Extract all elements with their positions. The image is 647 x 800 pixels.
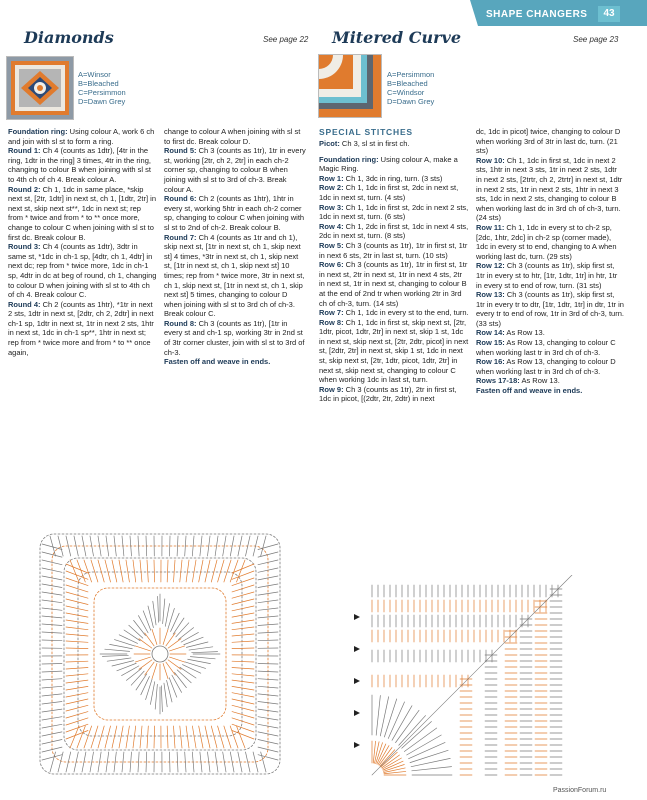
chart-stitch-mark xyxy=(186,726,189,748)
chart-stitch-mark xyxy=(119,560,123,582)
chart-direction-arrow xyxy=(354,742,360,748)
chart-direction-arrow xyxy=(354,646,360,652)
chart-stitch-mark xyxy=(224,560,231,582)
chart-stitch-mark xyxy=(77,560,85,582)
section-header-title: SHAPE CHANGERS xyxy=(486,9,588,20)
instruction-paragraph: Round 1: Ch 4 (counts as 1dtr), [4tr in the ring, 1dtr in the ring] 3 times, 4tr in the ring, changing to colour B when joining with sl st to 4th ch of ch 4. Break colour A. xyxy=(8,146,151,184)
legend-entry: A=Winsor xyxy=(78,70,111,79)
chart-stitch-mark xyxy=(230,726,238,748)
chart-stitch-mark xyxy=(261,536,266,556)
instruction-paragraph: Foundation ring: Using colour A, work 6 ch and join with sl st to form a ring. xyxy=(8,127,155,146)
chart-stitch-mark xyxy=(170,536,171,556)
chart-stitch-mark xyxy=(66,718,88,725)
chart-stitch-mark xyxy=(107,658,131,661)
instruction-paragraph: Row 7: Ch 1, 1dc in every st to the end, turn. xyxy=(319,308,469,318)
chart-stitch-mark xyxy=(180,560,182,582)
mitered-see-page: See page 23 xyxy=(573,35,619,44)
chart-stitch-mark xyxy=(170,646,185,651)
legend-entry: D=Dawn Grey xyxy=(78,97,126,106)
chart-stitch-mark xyxy=(154,726,155,748)
chart-stitch-mark xyxy=(110,644,133,648)
instruction-paragraph: Row 4: Ch 1, 2dc in first st, 1dc in next 4 sts, 2dc in next st, turn. (8 sts) xyxy=(319,221,469,241)
legend-entry: A=Persimmon xyxy=(387,70,435,79)
chart-stitch-mark xyxy=(136,674,147,690)
chart-stitch-mark xyxy=(177,752,178,772)
chart-stitch-mark xyxy=(258,544,278,550)
chart-stitch-mark xyxy=(84,560,92,582)
instruction-paragraph: Row 12: Ch 3 (counts as 1tr), skip first st, 1tr in every st to htr, [1tr, 1dtr, 1tr] in htr, 1tr in every st to end of row, turn. (31 sts) xyxy=(476,261,618,290)
instruction-paragraph: Row 11: Ch 1, 1dc in every st to ch-2 sp, [2dc, 1htr, 2dc] in ch-2 sp (corner made), 1dc in every st to end, changing to A when working last dc, turn. (29 sts) xyxy=(476,222,617,261)
chart-stitch-mark xyxy=(232,571,254,579)
chart-stitch-mark xyxy=(129,625,143,638)
chart-stitch-mark xyxy=(66,661,88,662)
chart-stitch-mark xyxy=(146,752,147,772)
instruction-paragraph: Row 9: Ch 3 (counts as 1tr), 2tr in first st, 1dc in picot, [(2dtr, 2tr, 2dtr) in next xyxy=(319,384,457,404)
chart-stitch-mark xyxy=(135,657,150,662)
chart-stitch-mark xyxy=(66,606,88,611)
chart-stitch-mark xyxy=(140,726,142,748)
legend-entry: C=Persimmon xyxy=(78,88,126,97)
instruction-paragraph: Row 5: Ch 3 (counts as 1tr), 1tr in first st, 1tr in next 6 sts, 2tr in last st, turn. (10 sts) xyxy=(319,240,468,260)
chart-stitch-mark xyxy=(232,699,254,704)
chart-stitch-mark xyxy=(232,648,254,649)
chart-stitch-mark xyxy=(42,664,62,665)
chart-stitch-mark xyxy=(66,592,88,598)
chart-stitch-mark xyxy=(133,726,136,748)
chart-stitch-mark xyxy=(232,705,254,711)
chart-stitch-mark xyxy=(66,668,88,670)
chart-stitch-mark xyxy=(150,682,154,705)
chart-stitch-mark xyxy=(232,627,254,630)
special-stitches-heading: SPECIAL STITCHES xyxy=(319,127,413,137)
instruction-paragraph: Row 13: Ch 3 (counts as 1tr), skip first st, 1tr in every tr to dtr, [1tr, 1dtr, 1tr] in dtr, 1tr in every tr to end of row, 1tr in 3rd of ch-3, turn. (33 sts) xyxy=(476,290,624,328)
chart-stitch-mark xyxy=(218,726,224,748)
chart-stitch-mark xyxy=(42,640,62,641)
chart-stitch-mark xyxy=(163,599,165,624)
chart-stitch-mark xyxy=(126,669,141,681)
chart-stitch-mark xyxy=(177,536,178,556)
chart-stitch-mark xyxy=(66,693,88,697)
chart-stitch-mark xyxy=(232,712,254,718)
instruction-paragraph: Round 6: Ch 2 (counts as 1htr), 1htr in every st, working 5htr in each ch-2 corner sp, changing to colour C when joining with sl st to 2nd of ch-2. Break colour B. xyxy=(164,194,305,232)
chart-stitch-mark xyxy=(147,560,148,582)
chart-stitch-mark xyxy=(199,726,203,748)
chart-stitch-mark xyxy=(42,544,62,550)
chart-stitch-mark xyxy=(66,641,88,642)
chart-stitch-mark xyxy=(258,755,278,760)
chart-stitch-mark xyxy=(258,640,278,641)
chart-stitch-mark xyxy=(167,726,168,748)
chart-stitch-mark xyxy=(237,726,246,748)
chart-stitch-mark xyxy=(135,646,150,651)
diamonds-column-1 xyxy=(8,127,158,357)
chart-stitch-mark xyxy=(380,697,388,736)
chart-stitch-mark xyxy=(98,560,104,582)
chart-stitch-mark xyxy=(42,552,62,557)
chart-stitch-mark xyxy=(163,629,168,644)
chart-stitch-mark xyxy=(224,726,231,748)
chart-stitch-mark xyxy=(165,604,169,627)
header-bar xyxy=(0,0,647,26)
diamonds-crochet-chart xyxy=(24,518,296,790)
instruction-paragraph: Row 16: As Row 13, changing to colour D when working last tr in 3rd ch of ch-3. xyxy=(476,357,616,376)
chart-stitch-mark xyxy=(174,560,176,582)
chart-stitch-mark xyxy=(154,560,155,582)
chart-stitch-mark xyxy=(66,578,88,586)
chart-stitch-mark xyxy=(192,560,196,582)
diamonds-swatch-image xyxy=(6,56,74,120)
diamonds-column-2 xyxy=(164,127,306,367)
chart-stitch-mark xyxy=(232,686,254,690)
page-number: 43 xyxy=(598,6,620,22)
chart-stitch-mark xyxy=(153,601,156,625)
instruction-paragraph: Fasten off and weave in ends. xyxy=(164,357,271,367)
chart-stitch-mark xyxy=(91,560,98,582)
chart-stitch-mark xyxy=(232,620,254,623)
chart-stitch-mark xyxy=(232,724,254,732)
instruction-paragraph: Round 3: Ch 4 (counts as 1dtr), 3dtr in same st, *1dc in ch-1 sp, [4dtr, ch 1, 4dtr] in next dc; rep from * twice more, 1dc in ch-1 sp, 4dtr in dc at beg of round, ch 1, changing to colour D when joining with sl st to 4th ch of ch 4. Break colour C. xyxy=(8,242,157,300)
chart-stitch-mark xyxy=(147,726,148,748)
chart-stitch-mark xyxy=(192,726,196,748)
chart-stitch-mark xyxy=(232,599,254,605)
chart-stitch-mark xyxy=(178,628,193,640)
instruction-paragraph: Fasten off and weave in ends. xyxy=(476,386,583,396)
chart-stitch-mark xyxy=(124,630,140,641)
chart-stitch-mark xyxy=(105,649,130,651)
instruction-paragraph: Foundation ring: Using colour A, make a Magic Ring. xyxy=(319,154,458,174)
chart-stitch-mark xyxy=(158,596,159,622)
chart-stitch-mark xyxy=(258,671,278,672)
mitered-legend xyxy=(387,70,434,106)
chart-stitch-mark xyxy=(174,726,176,748)
chart-stitch-mark xyxy=(218,560,224,582)
instruction-paragraph: dc, 1dc in picot] twice, changing to colour D when working 3rd of 3tr in last dc, turn. (21 sts) xyxy=(476,127,621,156)
chart-stitch-mark xyxy=(91,726,98,748)
chart-stitch-mark xyxy=(66,620,88,623)
chart-stitch-mark xyxy=(232,674,254,676)
chart-stitch-mark xyxy=(167,560,168,582)
chart-stitch-mark xyxy=(410,750,448,762)
chart-stitch-mark xyxy=(376,695,380,735)
chart-stitch-mark xyxy=(98,726,104,748)
chart-stitch-mark xyxy=(411,758,450,766)
chart-direction-arrow xyxy=(354,710,360,716)
chart-stitch-mark xyxy=(42,671,62,672)
chart-stitch-mark xyxy=(205,726,210,748)
chart-stitch-mark xyxy=(66,599,88,605)
chart-stitch-mark xyxy=(205,560,210,582)
chart-stitch-mark xyxy=(138,752,139,772)
mitered-column-1 xyxy=(319,139,469,404)
mitered-title: Mitered Curve xyxy=(332,28,461,47)
chart-stitch-mark xyxy=(177,670,191,683)
legend-entry: C=Windsor xyxy=(387,88,425,97)
chart-stitch-mark xyxy=(180,667,196,678)
chart-stitch-mark xyxy=(146,536,147,556)
instruction-paragraph: Row 3: Ch 1, 1dc in first st, 2dc in next 2 sts, 1dc in next st, turn. (6 sts) xyxy=(319,202,469,222)
diamonds-see-page: See page 22 xyxy=(263,35,309,44)
chart-stitch-mark xyxy=(77,726,85,748)
chart-stitch-mark xyxy=(170,657,185,662)
chart-round-outline xyxy=(40,534,280,774)
instruction-paragraph: Picot: Ch 3, sl st in first ch. xyxy=(319,139,410,148)
chart-stitch-mark xyxy=(70,560,79,582)
instruction-paragraph: Round 4: Ch 2 (counts as 1htr), *1tr in next 2 sts, 1dtr in next st, [2dtr, ch 2, 2dtr] in next ch-1 sp, 1dtr in next st, 1tr in next 2 sts, 1htr in next st, 1dc in ch-1 sp**, 1htr in next st; rep from * twice more and from * to ** once again, xyxy=(8,299,154,357)
chart-stitch-mark xyxy=(66,627,88,630)
chart-stitch-mark xyxy=(84,726,92,748)
diamonds-title: Diamonds xyxy=(24,28,114,47)
chart-stitch-mark xyxy=(211,560,217,582)
chart-stitch-mark xyxy=(232,680,254,683)
chart-stitch-mark xyxy=(199,560,203,582)
chart-stitch-mark xyxy=(152,629,157,644)
chart-stitch-mark xyxy=(232,731,254,740)
chart-stitch-mark xyxy=(112,726,117,748)
chart-stitch-mark xyxy=(122,666,139,676)
mitered-column-2 xyxy=(476,127,624,396)
chart-stitch-mark xyxy=(134,620,146,635)
chart-stitch-mark xyxy=(164,683,167,707)
chart-stitch-mark xyxy=(105,726,111,748)
chart-stitch-mark xyxy=(232,661,254,662)
chart-stitch-mark xyxy=(105,560,111,582)
chart-stitch-mark xyxy=(66,634,88,636)
chart-stitch-mark xyxy=(50,752,56,772)
chart-stitch-mark xyxy=(186,560,189,582)
instruction-paragraph: Row 6: Ch 3 (counts as 1tr), 1tr in first st, 1tr in next st, 2tr in next st, 1tr in next 4 sts, 2tr in next st, 1tr in next st, changing to colour B at the end of 2nd tr when working 2tr in 3rd ch of ch-3, turn. (14 sts) xyxy=(319,260,468,308)
chart-round-outline xyxy=(52,546,268,762)
chart-stitch-mark xyxy=(232,613,254,617)
instruction-paragraph: Row 1: Ch 1, 3dc in ring, turn. (3 sts) xyxy=(319,173,443,183)
chart-stitch-mark xyxy=(66,705,88,711)
chart-stitch-mark xyxy=(50,536,56,556)
footer-site: PassionForum.ru xyxy=(553,787,607,794)
chart-stitch-mark xyxy=(180,726,182,748)
chart-stitch-mark xyxy=(66,712,88,718)
instruction-paragraph: Row 15: As Row 13, changing to colour C when working last tr in 3rd ch of ch-3. xyxy=(476,338,616,357)
instruction-paragraph: Row 2: Ch 1, 1dc in first st, 2dc in next st, 1dc in next st, turn. (4 sts) xyxy=(319,183,459,202)
legend-entry: B=Bleached xyxy=(387,79,428,88)
chart-stitch-mark xyxy=(161,686,162,712)
chart-stitch-mark xyxy=(66,686,88,690)
chart-stitch-mark xyxy=(140,560,142,582)
chart-stitch-mark xyxy=(42,755,62,760)
chart-stitch-mark xyxy=(66,613,88,617)
chart-round-outline xyxy=(64,558,256,750)
chart-stitch-mark xyxy=(384,699,396,737)
chart-stitch-mark xyxy=(232,606,254,611)
instruction-paragraph: Round 5: Ch 3 (counts as 1tr), 1tr in every st, working [2tr, ch 2, 2tr] in each ch-2 corner sp, changing to colour B when joining with sl st to 3rd of ch-3. Break colour A. xyxy=(164,146,306,194)
chart-stitch-mark xyxy=(232,578,254,586)
chart-stitch-mark xyxy=(66,571,88,579)
chart-stitch-mark xyxy=(66,674,88,676)
chart-stitch-mark xyxy=(112,560,117,582)
chart-stitch-mark xyxy=(163,664,168,679)
instruction-paragraph: Rows 17-18: As Row 13. xyxy=(476,376,560,386)
chart-stitch-mark xyxy=(232,641,254,642)
chart-stitch-mark xyxy=(181,632,198,642)
chart-stitch-mark xyxy=(131,671,144,685)
chart-stitch-mark xyxy=(66,648,88,649)
chart-stitch-mark xyxy=(232,718,254,725)
chart-stitch-mark xyxy=(175,672,187,687)
chart-stitch-mark xyxy=(66,585,88,592)
legend-entry: B=Bleached xyxy=(78,79,119,88)
chart-stitch-mark xyxy=(130,752,132,772)
chart-stitch-mark xyxy=(119,726,123,748)
chart-stitch-mark xyxy=(170,752,171,772)
mitered-crochet-chart xyxy=(342,575,587,787)
chart-stitch-mark xyxy=(192,652,218,653)
chart-stitch-mark xyxy=(155,684,157,709)
mitered-swatch-image xyxy=(318,54,382,118)
chart-stitch-mark xyxy=(412,767,452,771)
chart-stitch-mark xyxy=(232,668,254,670)
chart-stitch-mark xyxy=(261,752,266,772)
chart-stitch-mark xyxy=(258,664,278,665)
chart-stitch-mark xyxy=(189,647,213,650)
chart-stitch-mark xyxy=(173,618,184,634)
legend-entry: D=Dawn Grey xyxy=(387,97,435,106)
chart-direction-arrow xyxy=(354,614,360,620)
chart-stitch-mark xyxy=(133,560,136,582)
chart-stitch-mark xyxy=(66,699,88,704)
chart-stitch-mark xyxy=(172,675,182,692)
chart-stitch-mark xyxy=(152,664,157,679)
instruction-paragraph: Round 2: Ch 1, 1dc in same place, *skip next st, [2tr, 1dtr] in next st, ch 1, [1dtr, 2tr] in next st, skip next st**, 1dc in next st; rep from * twice and from * to ** once more, change to colour C when joining with sl st to first dc. Break colour B. xyxy=(8,184,156,242)
chart-stitch-mark xyxy=(232,693,254,697)
chart-stitch-mark xyxy=(232,585,254,592)
chart-stitch-mark xyxy=(190,657,215,659)
chart-stitch-mark xyxy=(126,726,129,748)
chart-stitch-mark xyxy=(232,592,254,598)
chart-stitch-mark xyxy=(58,536,63,556)
instruction-paragraph: Row 14: As Row 13. xyxy=(476,328,545,338)
chart-direction-arrow xyxy=(354,678,360,684)
chart-foundation-ring xyxy=(152,646,168,662)
chart-stitch-mark xyxy=(138,616,148,633)
chart-stitch-mark xyxy=(126,560,129,582)
chart-stitch-mark xyxy=(211,726,217,748)
instruction-paragraph: Round 8: Ch 3 (counts as 1tr), [1tr in every st and ch-1 sp, working 3tr in 2nd st of 3tr corner cluster, join with sl st to 3rd of ch-3. xyxy=(164,318,305,357)
chart-stitch-mark xyxy=(176,623,189,637)
instruction-paragraph: Round 7: Ch 4 (counts as 1tr and ch 1), skip next st, [1tr in next st, ch 1, skip next st] 4 times, *3tr in next st, ch 1, skip next st, [1tr in next st, ch 1, skip next st] 10 times; rep from * twice more, 3tr in next st, ch 1, skip next st, [1tr in next st, ch 1, skip next st] 5 times, changing to colour D when joining with sl st to 3rd ch of ch-3. Break colour C. xyxy=(164,232,305,319)
chart-stitch-mark xyxy=(102,655,128,656)
chart-stitch-mark xyxy=(232,634,254,636)
instruction-paragraph: change to colour A when joining with sl st to first dc. Break colour D. xyxy=(164,127,301,146)
instruction-paragraph: Row 8: Ch 1, 1dc in first st, skip next st, [2tr, 1dtr, picot, 1dtr, 2tr] in next st, skip 1 st, 1dc in next st, skip next st, [2tr, 2dtr, picot] in next st, [2dtr, 2tr] in next st, skip 1 st, 1dc in next st, skip next st, [2tr, 1dtr, picot, 1dtr, 2tr] in next st, skip next st, changing to colour C when working 1dc in last st, turn. xyxy=(319,317,469,385)
diamonds-legend xyxy=(78,70,126,106)
chart-stitch-mark xyxy=(188,659,211,663)
chart-stitch-mark xyxy=(66,680,88,683)
instruction-paragraph: Row 10: Ch 1, 1dc in first st, 1dc in next 2 sts, 1htr in next 3 sts, 1tr in next 2 sts, 1dtr in next 2 sts, [2trtr, ch 2, 2trtr] in next st, 1dtr in next 2 sts, 1tr in next 2 sts, 1htr in next 3 sts, 1dc in next 2 sts, changing to colour B when working last dc in 3rd ch of ch-3, turn. (24 sts) xyxy=(476,155,623,223)
chart-stitch-mark xyxy=(66,564,88,573)
